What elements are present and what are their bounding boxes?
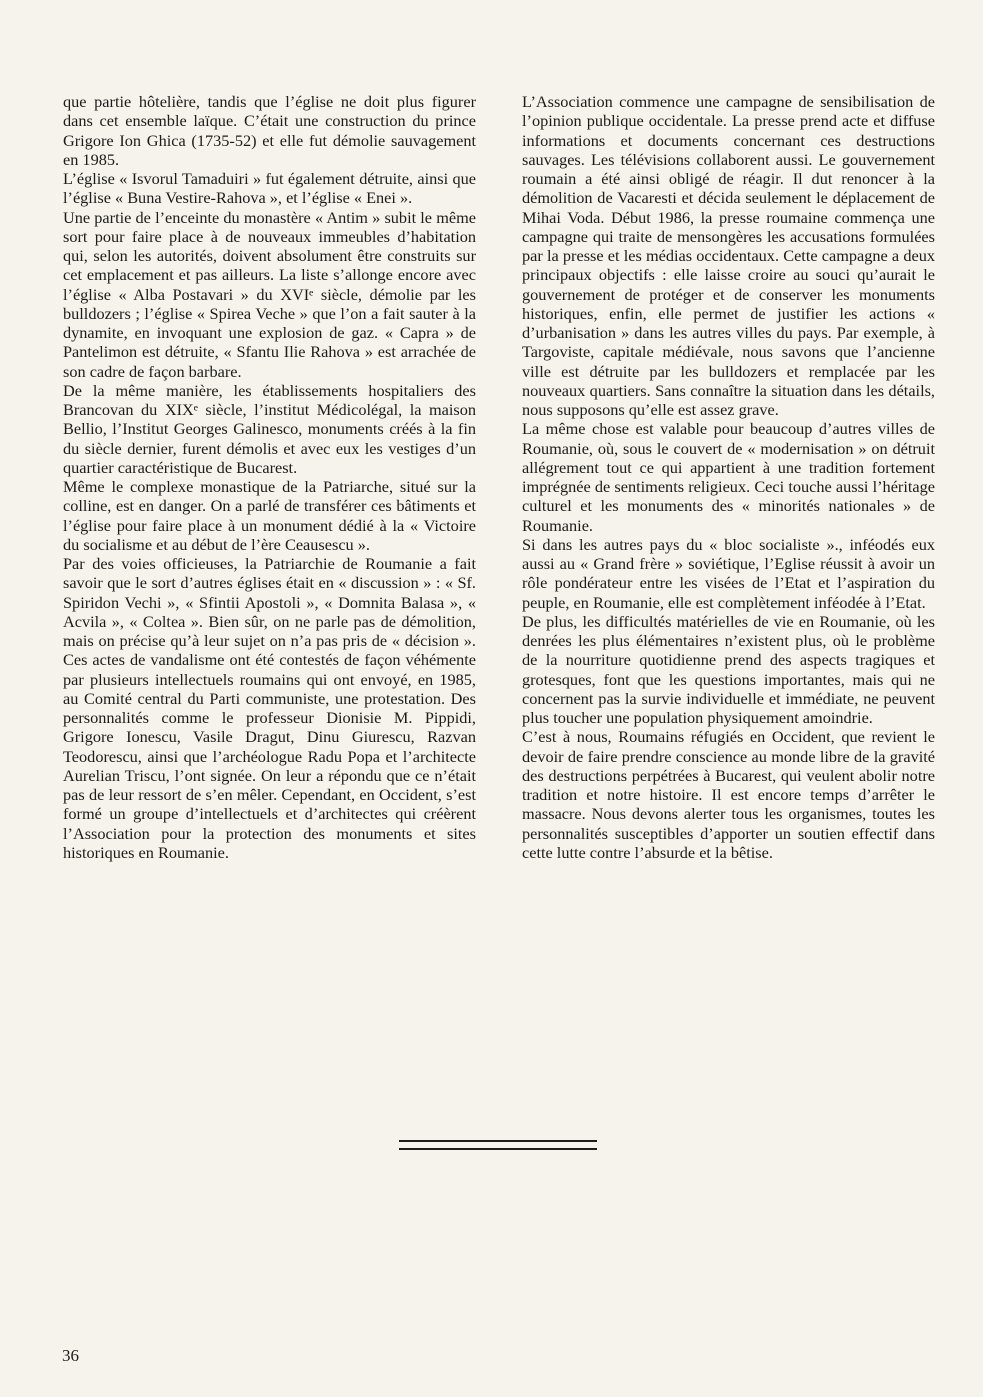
right-paragraph-2: La même chose est valable pour beaucoup d’autres villes de Roumanie, où, sous le couvert de « modernisation » on détruit allégrement tout ce qui appartient à une tradition fortement imprégnée de sentiments religieux. Ceci touche aussi l’héritage culturel et les monuments des « minorités nationales » de Roumanie. xyxy=(522,419,935,535)
right-paragraph-1: L’Association commence une campagne de sensibilisation de l’opinion publique occidentale. La presse prend acte et diffuse informations et documents concernant ces destructions sauvages. Les télévisions collaborent aussi. Le gouvernement roumain a été ainsi obligé de réagir. Il dut renoncer à la démolition de Vacaresti et décida seulement le déplacement de Mihai Voda. Début 1986, la presse roumaine commença une campagne qui traite de mensongères les accusations formulées par la presse et les médias occidentaux. Cette campagne a deux principaux objectifs : elle laisse croire au souci qu’aurait le gouvernement de protéger et de conserver les monuments historiques, enfin, elle permet de justifier les actions « d’urbanisation » dans les autres villes du pays. Par exemple, à Targoviste, capitale médiévale, nous savons que l’ancienne ville est détruite par les bulldozers et remplacée par les nouveaux quartiers. Sans connaître la situation dans les détails, nous supposons qu’elle est assez grave. xyxy=(522,92,935,419)
divider-line-bottom xyxy=(399,1148,597,1150)
right-paragraph-3: Si dans les autres pays du « bloc socialiste »., inféodés eux aussi au « Grand frère » soviétique, l’Eglise réussit à avoir un rôle pondérateur entre les visées de l’Etat et l’aspiration du peuple, en Roumanie, elle est complètement inféodée à l’Etat. xyxy=(522,534,935,612)
left-paragraph-1: que partie hôtelière, tandis que l’église ne doit plus figurer dans cet ensemble laïque. C’était une construction du prince Grigore Ion Ghica (1735-52) et elle fut démolie sauvagement en 1985. xyxy=(63,92,476,169)
left-paragraph-5: Même le complexe monastique de la Patriarche, situé sur la colline, est en danger. On a parlé de transférer ces bâtiments et l’église pour faire place à un monument dédié à la « Victoire du socialisme et au début de l’ère Ceausescu ». xyxy=(63,477,476,554)
right-paragraph-5: C’est à nous, Roumains réfugiés en Occident, que revient le devoir de faire prendre conscience au monde libre de la gravité des destructions perpétrées à Bucarest, qui veulent abolir notre tradition et notre histoire. Il est encore temps d’arrêter le massacre. Nous devons alerter tous les organismes, toutes les personnalités susceptibles d’apporter un soutien effectif dans cette lutte contre l’absurde et la bêtise. xyxy=(522,727,935,862)
left-column xyxy=(63,92,476,862)
right-column xyxy=(522,92,935,862)
left-paragraph-3: Une partie de l’enceinte du monastère « Antim » subit le même sort pour faire place à de nouveaux immeubles d’habitation qui, selon les autorités, doivent absolument être construits sur cet emplacement et pas ailleurs. La liste s’allonge encore avec l’église « Alba Postavari » du XVIᵉ siècle, démolie par les bulldozers ; l’église « Spirea Veche » que l’on a fait sauter à la dynamite, en invoquant une explosion de gaz. « Capra » de Pantelimon est détruite, « Sfantu Ilie Rahova » est arrachée de son cadre de façon barbare. xyxy=(63,207,476,381)
right-paragraph-4: De plus, les difficultés matérielles de vie en Roumanie, où les denrées les plus élémentaires n’existent plus, où le problème de la nourriture quotidienne prend des aspects tragiques et grotesques, font que les questions importantes, mais qui ne concernent pas la survie individuelle et immédiate, ne peuvent plus toucher une population physiquement amoindrie. xyxy=(522,611,935,727)
double-rule-divider xyxy=(399,1136,597,1154)
left-paragraph-6: Par des voies officieuses, la Patriarchie de Roumanie a fait savoir que le sort d’autres églises était en « discussion » : « Sf. Spiridon Vechi », « Sfintii Apostoli », « Domnita Balasa », « Acvila », « Coltea ». Bien sûr, on ne parle pas de démolition, mais on précise qu’à leur sujet on n’a pas pris de « décision ». Ces actes de vandalisme ont été contestés de façon véhémente par plusieurs intellectuels roumains qui ont envoyé, en 1985, au Comité central du Parti communiste, une protestation. Des personnalités comme le professeur Dionisie M. Pippidi, Grigore Ionescu, Vasile Dragut, Dinu Giurescu, Razvan Teodorescu, ainsi que l’archéologue Radu Popa et l’architecte Aurelian Triscu, l’ont signée. On leur a répondu que ce n’était pas de leur ressort de s’en mêler. Cependant, en Occident, s’est formé un groupe d’intellectuels et d’architectes qui créèrent l’Association pour la protection des monuments et sites historiques en Roumanie. xyxy=(63,554,476,862)
divider-line-top xyxy=(399,1140,597,1142)
page-number: 36 xyxy=(62,1346,79,1365)
left-paragraph-2: L’église « Isvorul Tamaduiri » fut également détruite, ainsi que l’église « Buna Vestire-Rahova », et l’église « Enei ». xyxy=(63,169,476,208)
left-paragraph-4: De la même manière, les établissements hospitaliers des Brancovan du XIXᵉ siècle, l’institut Médicolégal, la maison Bellio, l’Institut Georges Galinesco, monuments créés à la fin du siècle dernier, furent démolis et avec eux les vestiges d’un quartier caractéristique de Bucarest. xyxy=(63,380,476,477)
